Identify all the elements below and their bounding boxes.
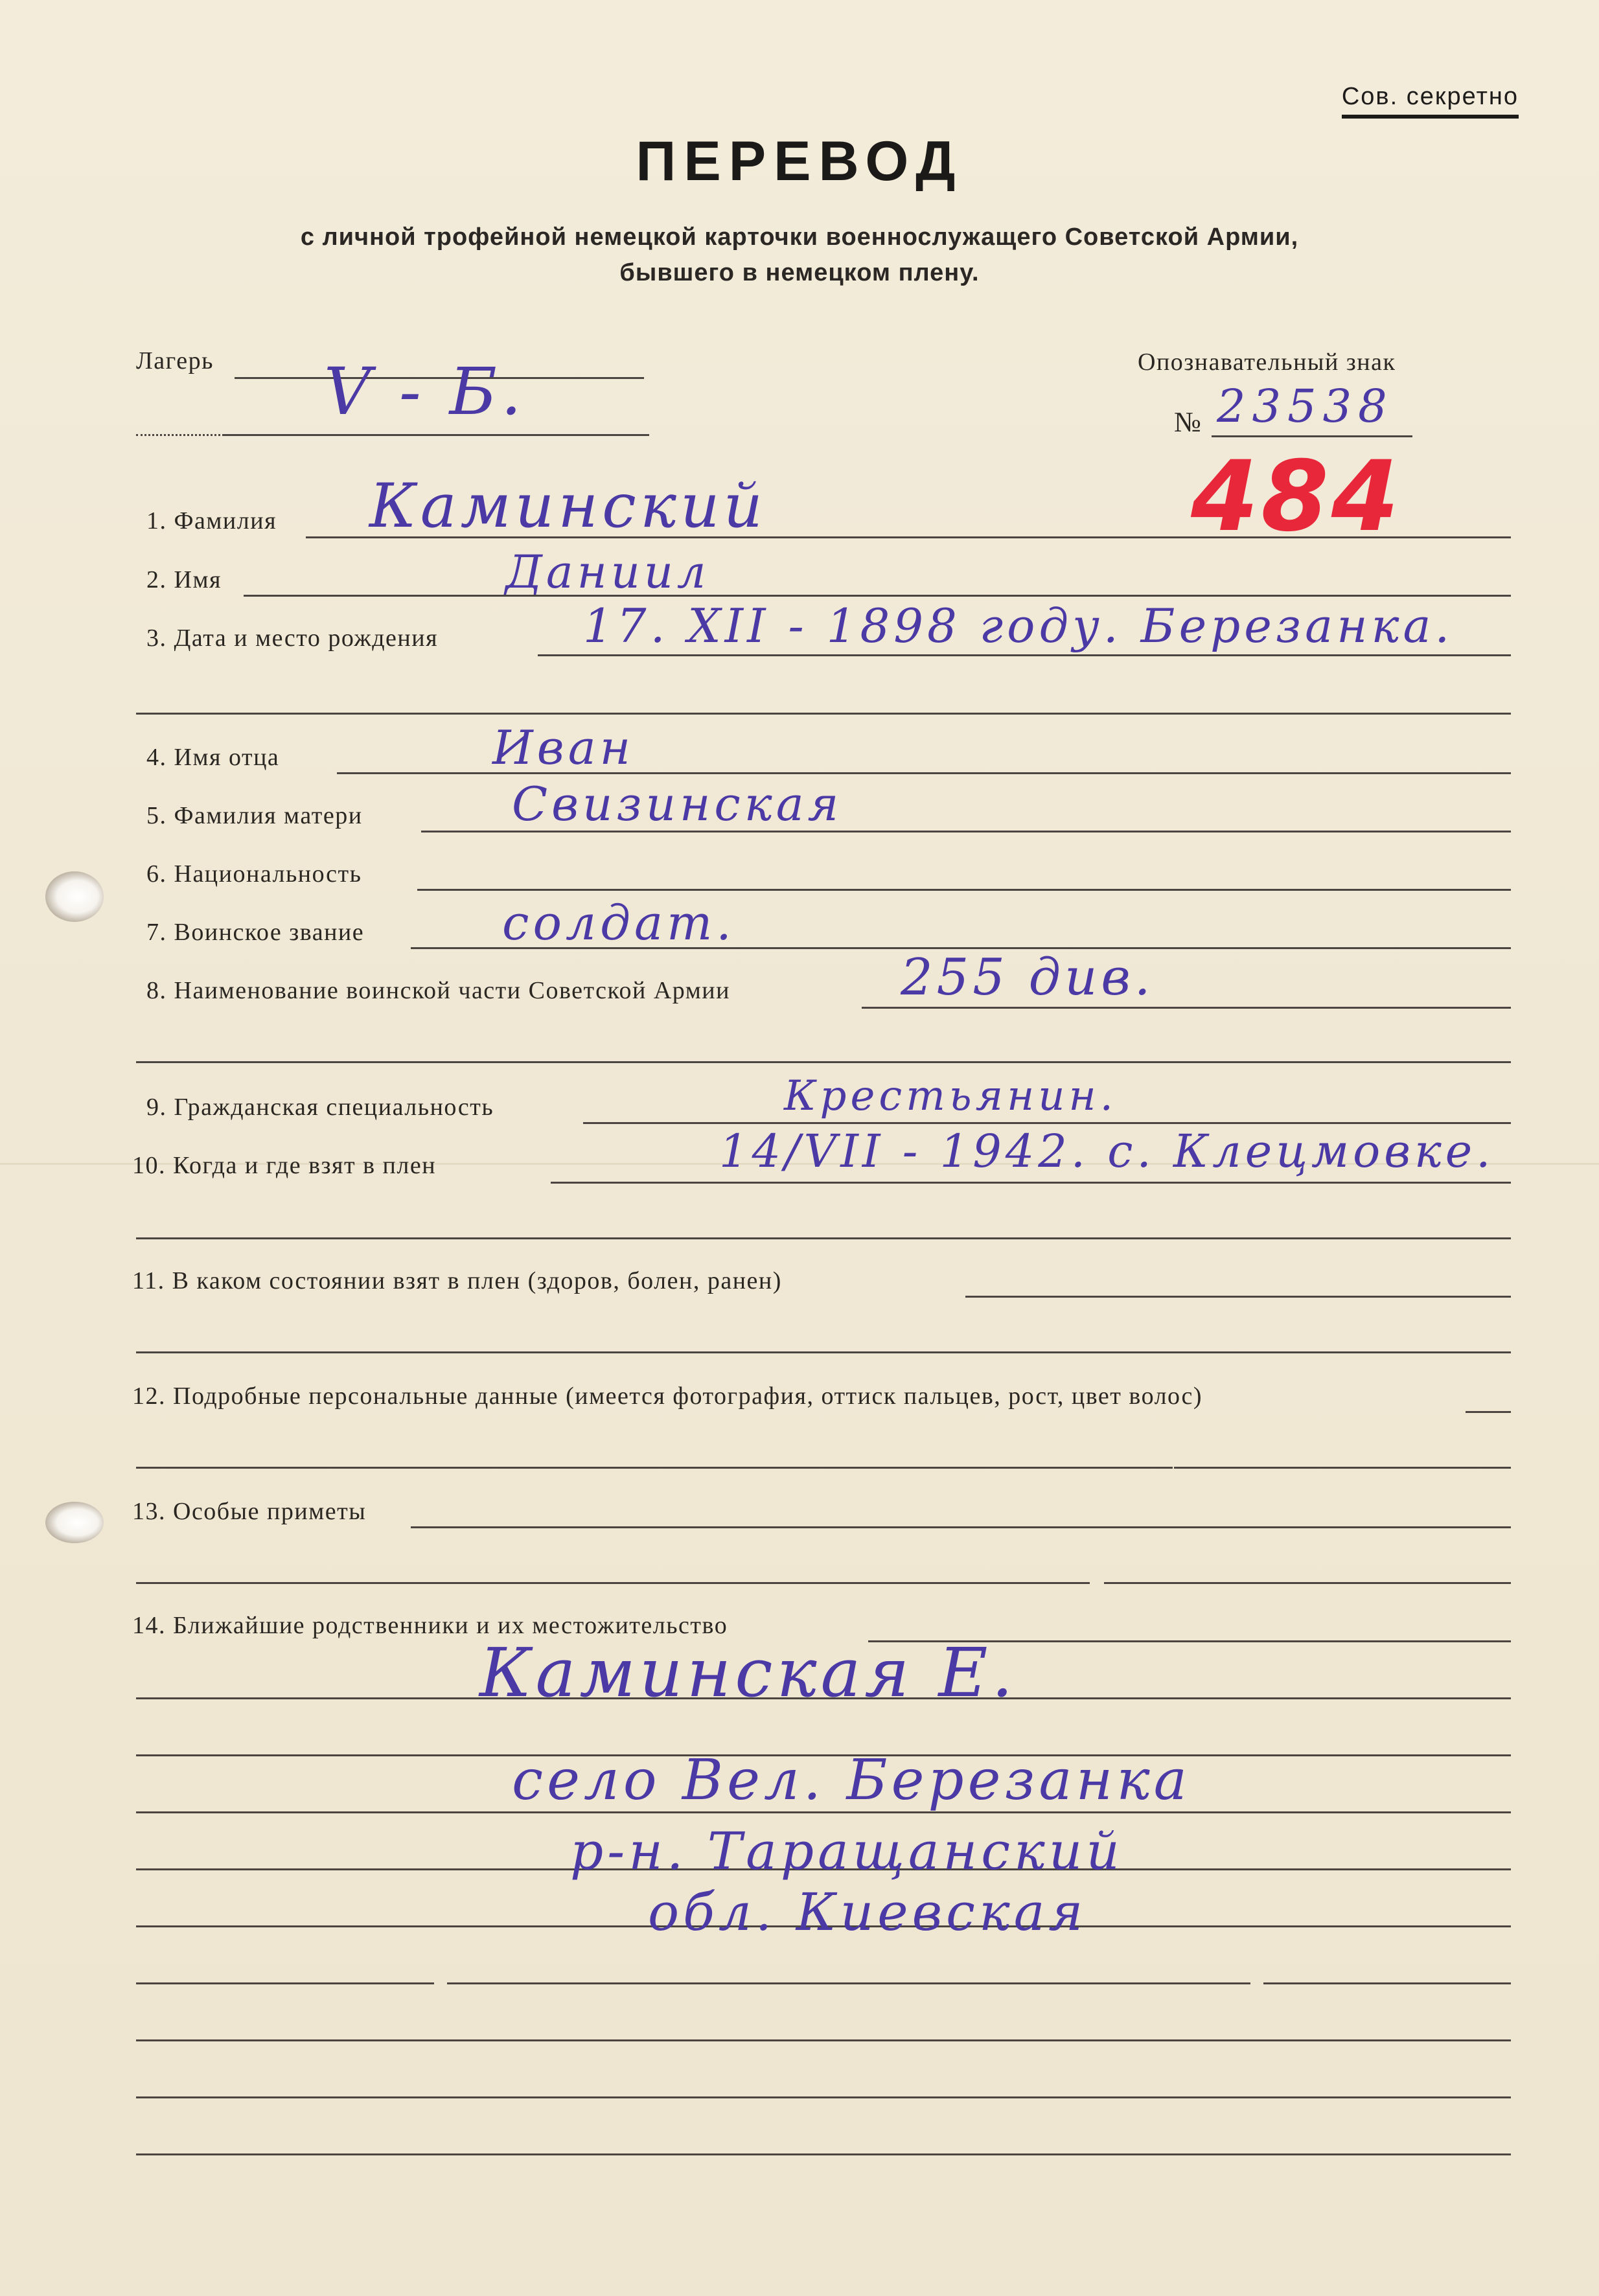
personal-data-line-2a	[136, 1467, 1173, 1469]
secrecy-stamp: Сов. секретно	[1342, 83, 1519, 119]
relatives-line-7c	[1263, 1982, 1511, 1984]
birth-value: 17. XII - 1898 году. Березанка.	[583, 599, 1454, 653]
relative-name: Каминская Е.	[479, 1633, 1017, 1712]
birth-line-2	[136, 713, 1511, 715]
profession-line	[583, 1122, 1511, 1124]
capture-line-2	[136, 1237, 1511, 1239]
special-marks-line-2b	[1104, 1582, 1511, 1584]
unit-line-2	[136, 1061, 1511, 1063]
id-tag-label: Опознавательный знак	[1138, 349, 1396, 376]
capture-value: 14/VII - 1942. с. Клецмовке.	[719, 1125, 1495, 1178]
rank-label: 7. Воинское звание	[146, 919, 365, 946]
camp-line-2	[224, 434, 649, 436]
unit-label: 8. Наименование воинской части Советской Армии	[146, 977, 730, 1004]
rank-value: солдат.	[502, 895, 735, 951]
special-marks-label: 13. Особые приметы	[132, 1498, 367, 1525]
condition-line	[965, 1296, 1511, 1298]
relatives-line-10	[136, 2153, 1511, 2155]
profession-label: 9. Гражданская специальность	[146, 1094, 494, 1121]
capture-line	[551, 1182, 1511, 1184]
id-tag-line	[1212, 435, 1412, 437]
subtitle-line-1: с личной трофейной немецкой карточки военнослужащего Советской Армии,	[300, 224, 1299, 251]
father-name-value: Иван	[492, 720, 635, 775]
nationality-label: 6. Национальность	[146, 860, 362, 888]
father-name-label: 4. Имя отца	[146, 744, 280, 771]
unit-value: 255 див.	[901, 948, 1155, 1007]
number-sign: №	[1174, 406, 1202, 438]
id-tag-value: 23538	[1217, 380, 1394, 433]
personal-data-line	[1466, 1411, 1511, 1413]
capture-label: 10. Когда и где взят в плен	[132, 1152, 437, 1179]
punch-hole	[45, 871, 104, 922]
punch-hole	[45, 1502, 104, 1543]
camp-label: Лагерь	[136, 347, 214, 374]
first-name-label: 2. Имя	[146, 566, 222, 593]
subtitle-line-2: бывшего в немецком плену.	[619, 259, 980, 286]
birth-label: 3. Дата и место рождения	[146, 625, 439, 652]
relatives-line-7a	[136, 1982, 434, 1984]
relatives-line-7b	[447, 1982, 1250, 1984]
first-name-value: Даниил	[505, 545, 710, 599]
unit-line	[862, 1007, 1511, 1009]
nationality-line	[417, 889, 1511, 891]
relatives-line-9	[136, 2096, 1511, 2098]
relatives-line-8	[136, 2039, 1511, 2041]
personal-data-label: 12. Подробные персональные данные (имеется фотография, оттиск пальцев, рост, цвет волос)	[132, 1383, 1202, 1410]
surname-value: Каминский	[369, 471, 767, 542]
camp-dotted-line	[136, 434, 224, 436]
profession-value: Крестьянин.	[784, 1072, 1117, 1120]
relative-district: р-н. Таращанский	[570, 1821, 1123, 1881]
red-pencil-mark: 484	[1191, 441, 1402, 553]
relatives-label: 14. Ближайшие родственники и их местожительство	[132, 1612, 728, 1639]
relative-region: обл. Киевская	[648, 1882, 1087, 1942]
special-marks-line	[411, 1526, 1511, 1528]
camp-value: V - Б.	[324, 354, 525, 430]
mother-surname-value: Свизинская	[512, 777, 843, 831]
special-marks-line-2a	[136, 1582, 1090, 1584]
first-name-line	[244, 595, 1511, 597]
relative-village: село Вел. Березанка	[512, 1748, 1191, 1813]
surname-label: 1. Фамилия	[146, 507, 277, 534]
condition-line-2	[136, 1351, 1511, 1353]
document-title: ПЕРЕВОД	[636, 130, 963, 192]
birth-line	[538, 654, 1511, 656]
personal-data-line-2b	[1174, 1467, 1511, 1469]
condition-label: 11. В каком состоянии взят в плен (здоров, болен, ранен)	[132, 1267, 782, 1294]
mother-surname-label: 5. Фамилия матери	[146, 802, 363, 829]
